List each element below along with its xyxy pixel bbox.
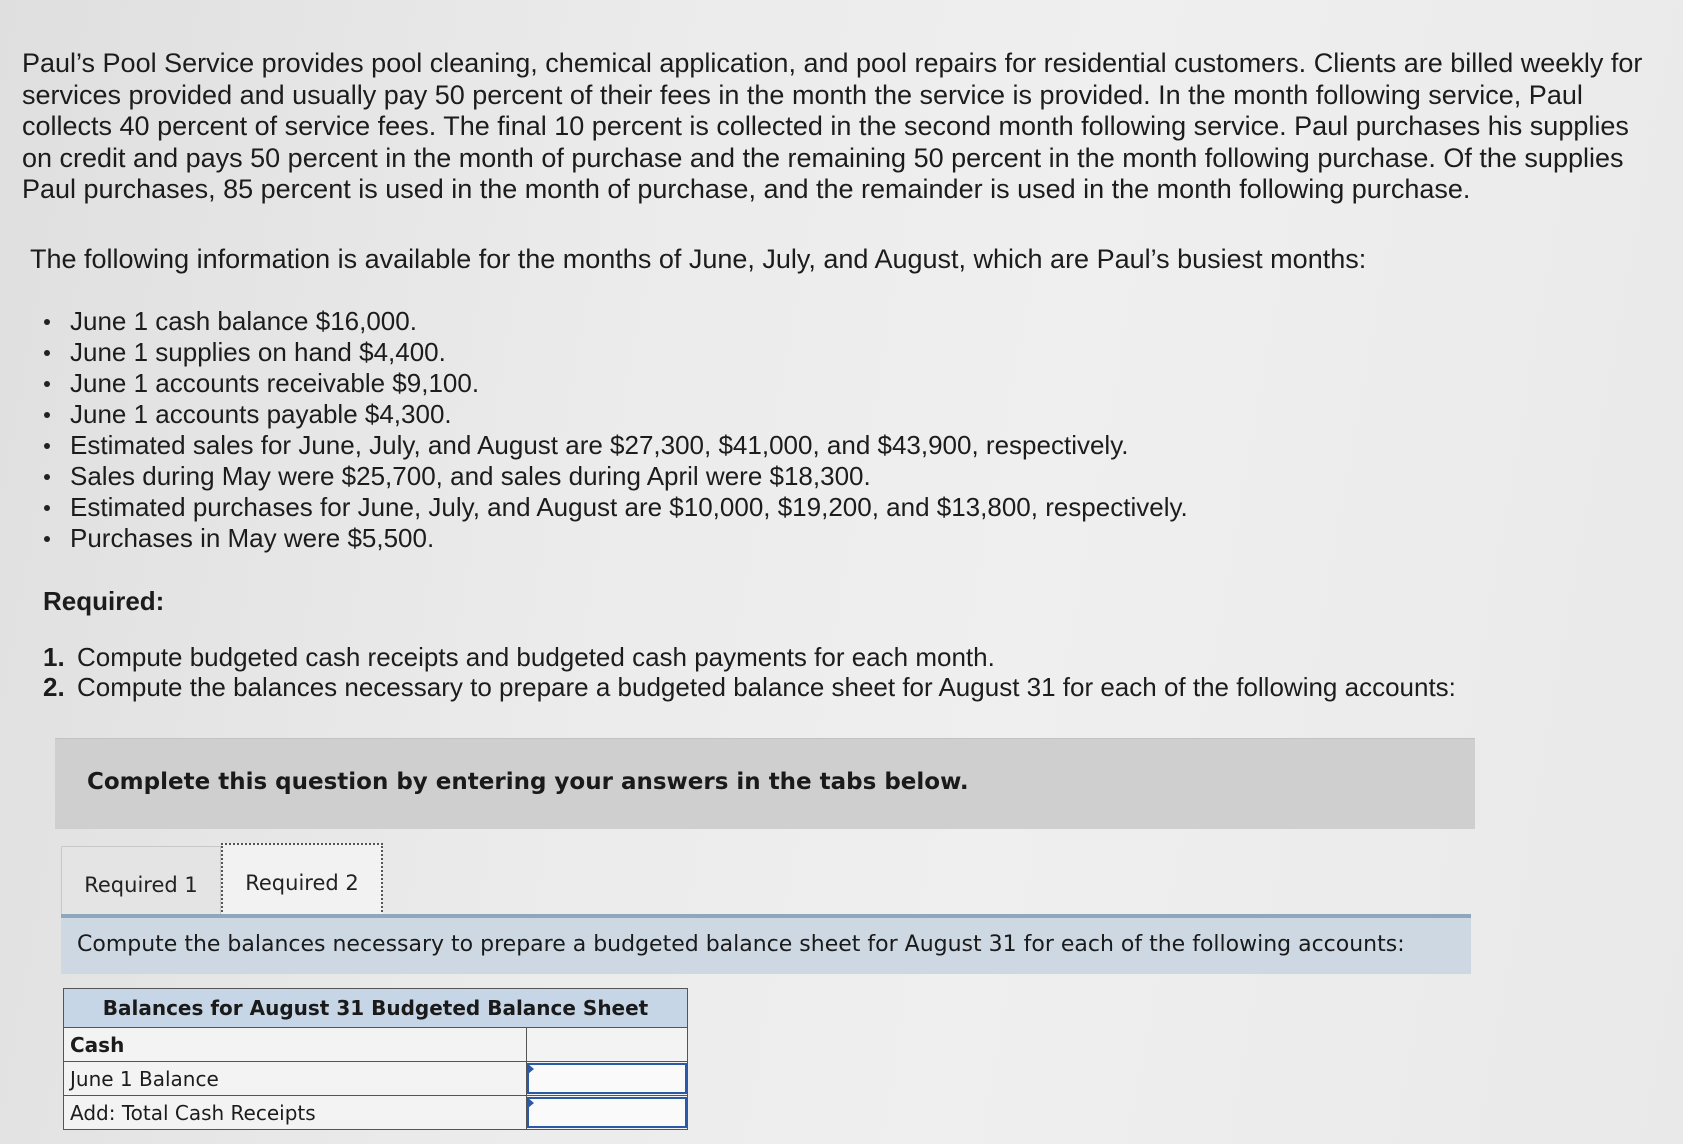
cash-receipts-input[interactable]: [527, 1097, 687, 1128]
table-header: Balances for August 31 Budgeted Balance Sheet: [64, 989, 688, 1028]
info-bullet-list: [40, 306, 1188, 554]
bullet-item: Estimated purchases for June, July, and August are $10,000, $19,200, and $13,800, respectively.: [40, 492, 1188, 523]
bullet-item: June 1 accounts payable $4,300.: [40, 399, 1188, 430]
bullet-dot-icon: [44, 350, 50, 356]
table-row: [64, 1062, 688, 1096]
tab-description-text: Compute the balances necessary to prepare a budgeted balance sheet for August 31 for each of the following accounts:: [77, 932, 1405, 957]
bullet-dot-icon: [44, 536, 50, 542]
tab-required-1[interactable]: Required 1: [61, 846, 221, 922]
bullet-dot-icon: [44, 381, 50, 387]
required-item: 2. Compute the balances necessary to prepare a budgeted balance sheet for August 31 for each of the following accounts:: [43, 672, 1456, 702]
instruction-text: Complete this question by entering your answers in the tabs below.: [87, 769, 969, 795]
row-label-june-balance: June 1 Balance: [64, 1062, 527, 1096]
bullet-item: Sales during May were $25,700, and sales during April were $18,300.: [40, 461, 1188, 492]
june-balance-cell: [527, 1062, 688, 1096]
bullet-item: June 1 supplies on hand $4,400.: [40, 337, 1188, 368]
bullet-dot-icon: [44, 505, 50, 511]
row-label-cash: Cash: [64, 1028, 527, 1062]
bullet-item: June 1 accounts receivable $9,100.: [40, 368, 1188, 399]
problem-intro: Paul’s Pool Service provides pool cleaning, chemical application, and pool repairs for residential customers. Clients are billed weekly for services provided and usually pay 50 percent of their fees in the month the service is provided. In the month following service, Paul collects 40 percent of service fees. The final 10 percent is collected in the second month following service. Paul purchases his supplies on credit and pays 50 percent in the month of purchase and the remaining 50 percent in the month following purchase. Of the supplies Paul purchases, 85 percent is used in the month of purchase, and the remainder is used in the month following purchase.: [22, 48, 1643, 204]
bullet-dot-icon: [44, 319, 50, 325]
bullet-dot-icon: [44, 474, 50, 480]
cash-value-cell: [527, 1028, 688, 1062]
table-row: [64, 1096, 688, 1130]
cash-receipts-cell: [527, 1096, 688, 1130]
balance-sheet-table: [63, 988, 688, 1130]
instruction-banner: [55, 738, 1475, 829]
row-label-cash-receipts: Add: Total Cash Receipts: [64, 1096, 527, 1130]
required-heading: Required:: [43, 586, 165, 616]
info-lead: The following information is available for the months of June, July, and August, which are Paul’s busiest months:: [30, 244, 1367, 274]
input-marker-icon: [528, 1064, 534, 1074]
tab-description-box: [61, 918, 1471, 974]
bullet-item: June 1 cash balance $16,000.: [40, 306, 1188, 337]
tab-required-2[interactable]: Required 2: [221, 843, 383, 923]
bullet-dot-icon: [44, 443, 50, 449]
bullet-item: Estimated sales for June, July, and August are $27,300, $41,000, and $43,900, respectively.: [40, 430, 1188, 461]
bullet-dot-icon: [44, 412, 50, 418]
june-balance-input[interactable]: [527, 1063, 687, 1094]
required-item: 1. Compute budgeted cash receipts and budgeted cash payments for each month.: [43, 642, 995, 672]
bullet-item: Purchases in May were $5,500.: [40, 523, 1188, 554]
input-marker-icon: [528, 1098, 534, 1108]
table-row: [64, 1028, 688, 1062]
required-list: [43, 642, 1456, 702]
